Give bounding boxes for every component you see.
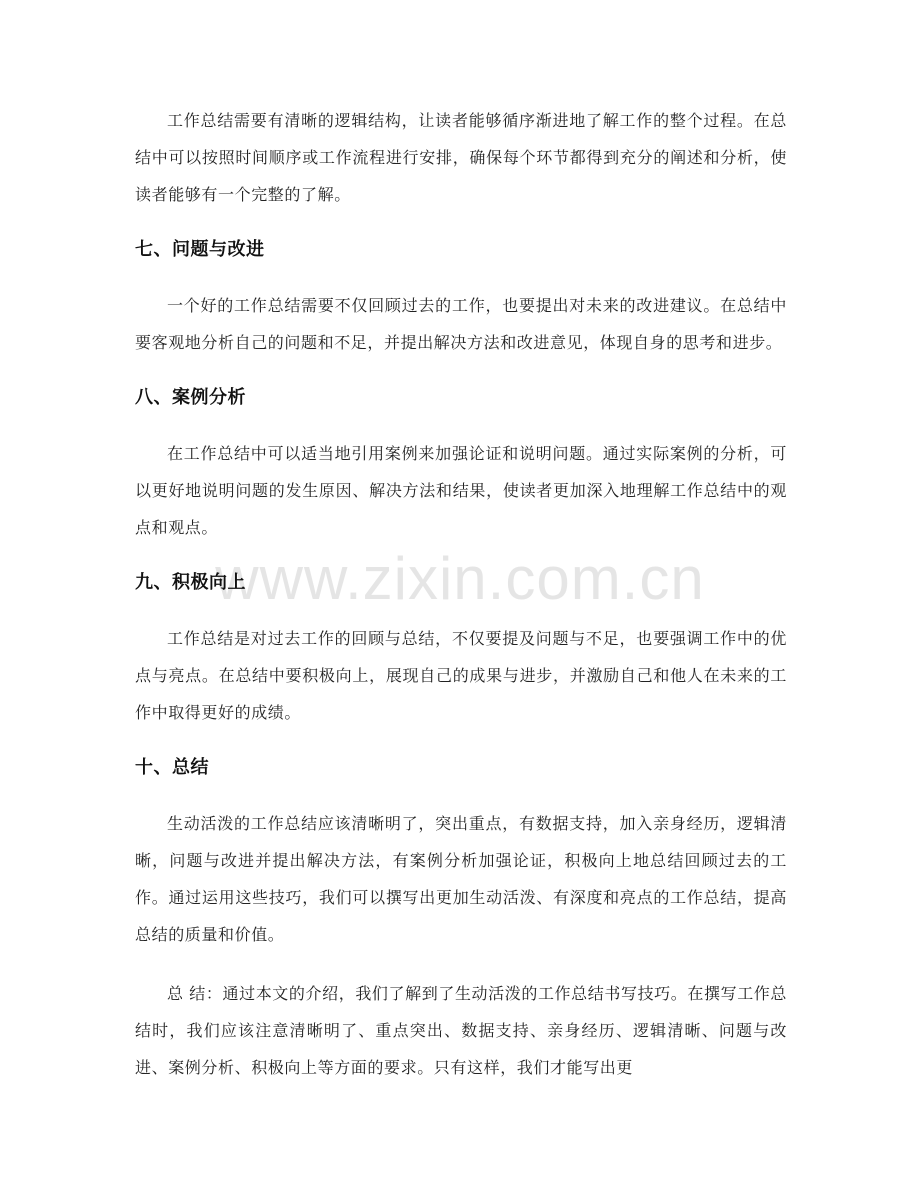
document-body xyxy=(135,102,787,1086)
closing-paragraph: 总 结：通过本文的介绍，我们了解到了生动活泼的工作总结书写技巧。在撰写工作总结时，我们应该注意清晰明了、重点突出、数据支持、亲身经历、逻辑清晰、问题与改进、案例分析、积极向上等方面的要求。只有这样，我们才能写出更 xyxy=(135,984,787,1077)
section-paragraph-summary: 生动活泼的工作总结应该清晰明了，突出重点，有数据支持，加入亲身经历，逻辑清晰，问题与改进并提出解决方法，有案例分析加强论证，积极向上地总结回顾过去的工作。通过运用这些技巧，我们可以撰写出更加生动活泼、有深度和亮点的工作总结，提高总结的质量和价值。 xyxy=(135,814,787,944)
section-paragraph-case-analysis: 在工作总结中可以适当地引用案例来加强论证和说明问题。通过实际案例的分析，可以更好地说明问题的发生原因、解决方法和结果，使读者更加深入地理解工作总结中的观点和观点。 xyxy=(135,444,787,537)
intro-paragraph: 工作总结需要有清晰的逻辑结构，让读者能够循序渐进地了解工作的整个过程。在总结中可以按照时间顺序或工作流程进行安排，确保每个环节都得到充分的阐述和分析，使读者能够有一个完整的了解。 xyxy=(135,111,787,204)
section-heading-problems-improvement: 七、问题与改进 xyxy=(135,239,265,260)
watermark: www.zixin.com.cn xyxy=(215,545,705,612)
section-heading-case-analysis: 八、案例分析 xyxy=(135,387,246,408)
section-paragraph-positive: 工作总结是对过去工作的回顾与总结，不仅要提及问题与不足，也要强调工作中的优点与亮点。在总结中要积极向上，展现自己的成果与进步，并激励自己和他人在未来的工作中取得更好的成绩。 xyxy=(135,629,787,722)
section-heading-summary: 十、总结 xyxy=(135,757,209,778)
section-heading-positive: 九、积极向上 xyxy=(135,572,246,593)
section-paragraph-problems-improvement: 一个好的工作总结需要不仅回顾过去的工作，也要提出对未来的改进建议。在总结中要客观地分析自己的问题和不足，并提出解决方法和改进意见，体现自身的思考和进步。 xyxy=(135,296,787,352)
